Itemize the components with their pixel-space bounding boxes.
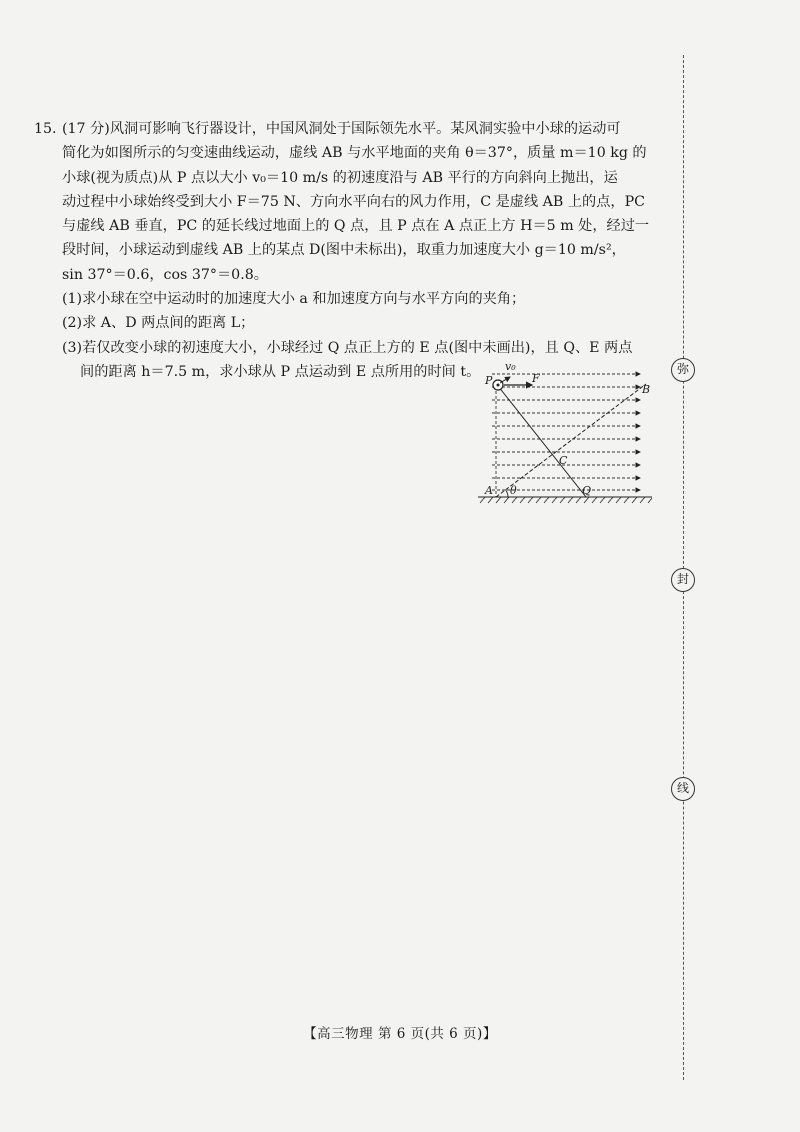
problem-15	[34, 117, 664, 384]
problem-line-6: 段时间，小球运动到虚线 AB 上的某点 D(图中未标出)，取重力加速度大小 g＝10 m/s²，	[62, 242, 626, 259]
subquestion-3-continuation: 间的距离 h＝7.5 m，求小球从 P 点运动到 E 点所用的时间 t。	[80, 363, 481, 380]
label-v0: v₀	[505, 360, 516, 373]
problem-number: 15.	[34, 121, 57, 137]
label-P: P	[485, 374, 493, 387]
v0-arrow	[500, 377, 510, 383]
problem-line-1: 15. (17 分)风洞可影响飞行器设计，中国风洞处于国际领先水平。某风洞实验中小球的运动可	[34, 117, 664, 141]
problem-line-4: 动过程中小球始终受到大小 F＝75 N、方向水平向右的风力作用，C 是虚线 AB 上的点，PC	[62, 193, 645, 210]
problem-line-3: 小球(视为质点)从 P 点以大小 v₀＝10 m/s 的初速度沿与 AB 平行的方向斜向上抛出，运	[62, 169, 618, 186]
diagram-svg	[474, 360, 654, 510]
wind-field-lines	[492, 374, 640, 490]
line-PQ	[498, 386, 586, 497]
subquestion-2: (2)求 A、D 两点间的距离 L；	[62, 315, 255, 332]
ground	[478, 497, 652, 503]
label-Q: Q	[582, 484, 592, 497]
subquestion-3: (3)若仅改变小球的初速度大小，小球经过 Q 点正上方的 E 点(图中未画出)，且 Q、E 两点	[62, 339, 633, 356]
wind-tunnel-diagram	[474, 360, 654, 510]
seal-char-mi: 弥	[671, 358, 695, 382]
problem-line-2: 简化为如图所示的匀变速曲线运动，虚线 AB 与水平地面的夹角 θ＝37°，质量 m＝10 kg 的	[62, 145, 647, 162]
angle-arc	[506, 490, 508, 497]
label-B: B	[642, 383, 651, 396]
problem-line-7: sin 37°＝0.6，cos 37°＝0.8。	[62, 266, 268, 283]
problem-line-5: 与虚线 AB 垂直，PC 的延长线过地面上的 Q 点，且 P 点在 A 点正上方 H＝5 m 处，经过一	[62, 218, 650, 235]
line-AB	[496, 384, 646, 497]
seal-char-xian: 线	[671, 777, 695, 801]
binding-line	[678, 55, 690, 1080]
label-F: F	[532, 372, 540, 385]
label-theta: θ	[510, 484, 517, 497]
subquestion-1: (1)求小球在空中运动时的加速度大小 a 和加速度方向与水平方向的夹角；	[62, 291, 526, 308]
label-A: A	[485, 484, 493, 497]
seal-char-feng: 封	[671, 568, 695, 592]
label-C: C	[559, 454, 568, 467]
page-footer: 【高三物理 第 6 页(共 6 页)】	[303, 1026, 497, 1042]
